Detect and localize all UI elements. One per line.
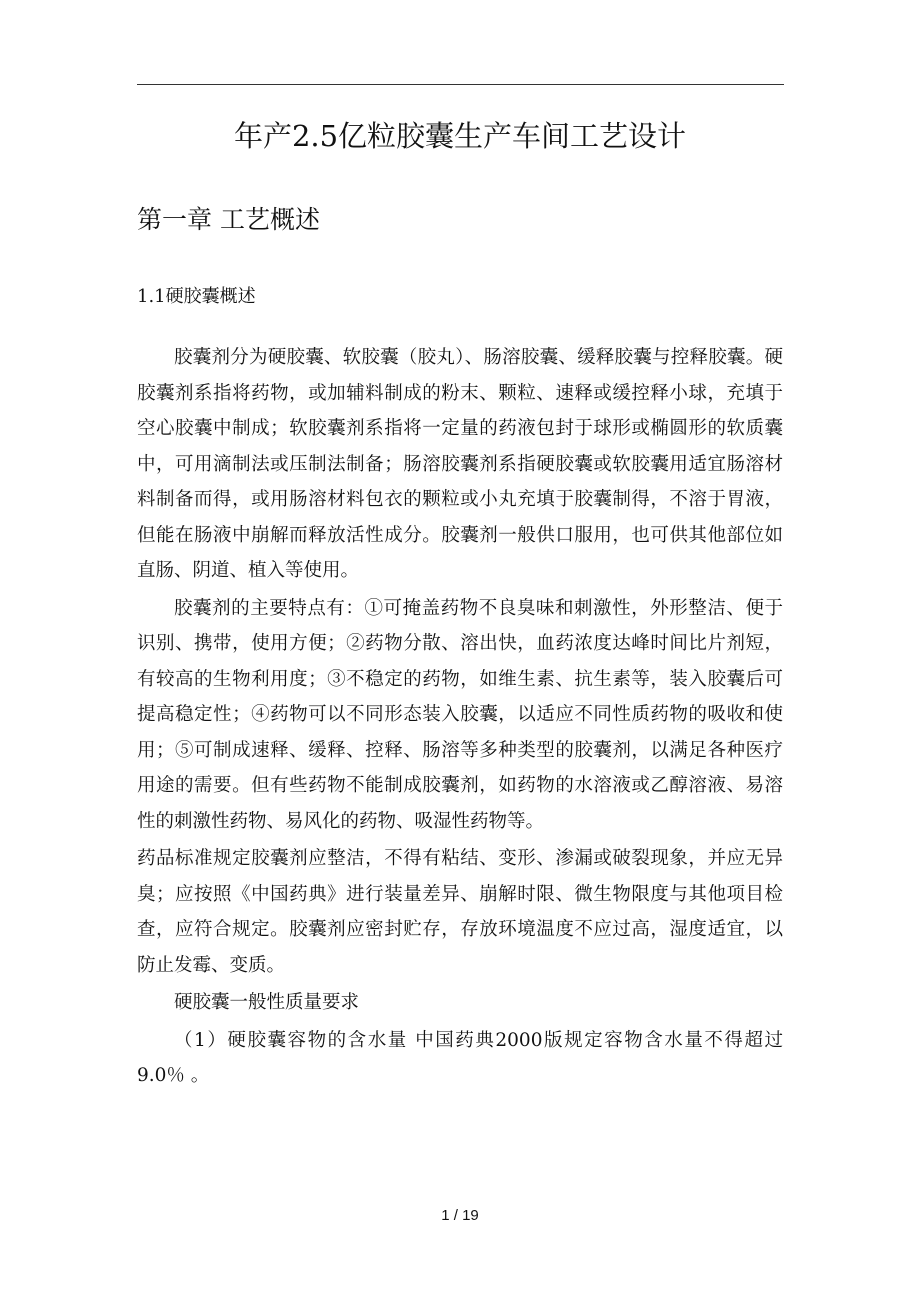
section-heading: 1.1硬胶囊概述 (137, 286, 256, 307)
header-rule (137, 84, 784, 85)
page-number: 1 / 19 (441, 1207, 479, 1224)
paragraph-capsule-features: 胶囊剂的主要特点有：①可掩盖药物不良臭味和刺激性，外形整洁、便于识别、携带，使用方便；②药物分散、溶出快，血药浓度达峰时间比片剂短，有较高的生物利用度；③不稳定的药物，如维生素、抗生素等，装入胶囊后可提高稳定性；④药物可以不同形态装入胶囊，以适应不同性质药物的吸收和使用；⑤可制成速释、缓释、控释、肠溶等多种类型的胶囊剂，以满足各种医疗用途的需要。但有些药物不能制成胶囊剂，如药物的水溶液或乙醇溶液、易溶性的刺激性药物、易风化的药物、吸湿性药物等。 (137, 597, 783, 832)
document-title: 年产2.5亿粒胶囊生产车间工艺设计 (233, 119, 687, 153)
document-body (137, 340, 783, 1096)
paragraph-moisture-content: （1）硬胶囊容物的含水量 中国药典2000版规定容物含水量不得超过9.0％ 。 (137, 1029, 783, 1086)
paragraph-capsule-types: 胶囊剂分为硬胶囊、软胶囊（胶丸）、肠溶胶囊、缓释胶囊与控释胶囊。硬胶囊剂系指将药物，或加辅料制成的粉末、颗粒、速释或缓控释小球，充填于空心胶囊中制成；软胶囊剂系指将一定量的药液包封于球形或椭圆形的软质囊中，可用滴制法或压制法制备；肠溶胶囊剂系指硬胶囊或软胶囊用适宜肠溶材料制备而得，或用肠溶材料包衣的颗粒或小丸充填于胶囊制得，不溶于胃液，但能在肠液中崩解而释放活性成分。胶囊剂一般供口服用，也可供其他部位如直肠、阴道、植入等使用。 (137, 347, 783, 581)
paragraph-quality-requirements-heading: 硬胶囊一般性质量要求 (174, 992, 360, 1013)
paragraph-quality-standards: 药品标准规定胶囊剂应整洁，不得有粘结、变形、渗漏或破裂现象，并应无异臭；应按照《中国药典》进行装量差异、崩解时限、微生物限度与其他项目检查，应符合规定。胶囊剂应密封贮存，存放环境温度不应过高，湿度适宜，以防止发霉、变质。 (137, 848, 783, 976)
chapter-heading: 第一章 工艺概述 (137, 205, 320, 234)
